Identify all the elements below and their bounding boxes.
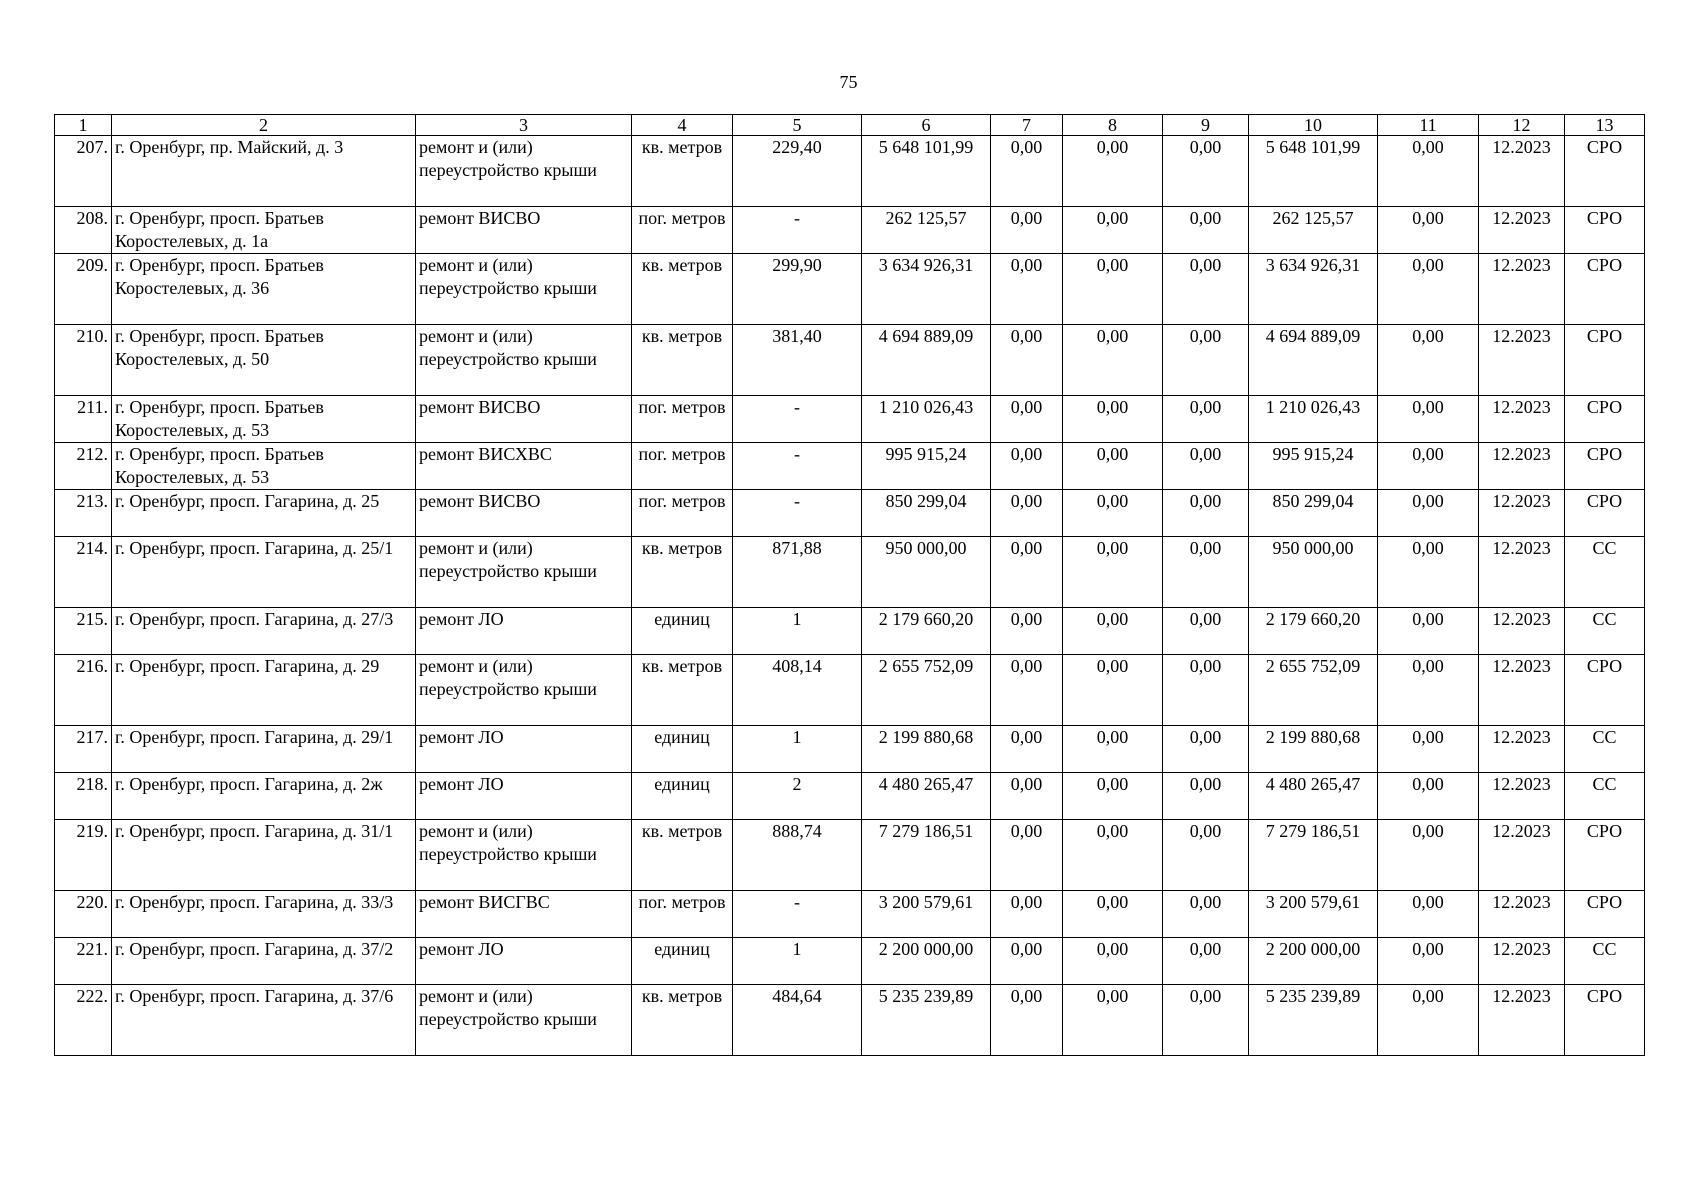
funding-source-cell: СС [1565,938,1645,985]
quantity-cell: 871,88 [733,537,862,608]
total-cost-cell: 850 299,04 [862,490,991,537]
column-7-cell: 0,00 [991,608,1063,655]
column-10-cell: 4 480 265,47 [1249,773,1378,820]
column-9-cell: 0,00 [1163,537,1249,608]
column-11-cell: 0,00 [1378,773,1479,820]
column-10-cell: 5 648 101,99 [1249,136,1378,207]
completion-date-cell: 12.2023 [1479,254,1565,325]
address-cell: г. Оренбург, просп. Братьев Коростелевых, д. 50 [112,325,416,396]
funding-source-cell: СС [1565,608,1645,655]
work-type-cell: ремонт и (или) переустройство крыши [416,820,632,891]
quantity-cell: 1 [733,938,862,985]
column-11-cell: 0,00 [1378,325,1479,396]
work-type-cell: ремонт ЛО [416,726,632,773]
address-cell: г. Оренбург, просп. Гагарина, д. 33/3 [112,891,416,938]
row-number-cell: 218. [55,773,112,820]
column-header: 11 [1378,115,1479,136]
column-11-cell: 0,00 [1378,396,1479,443]
table-row [55,820,1645,891]
row-number-cell: 214. [55,537,112,608]
column-11-cell: 0,00 [1378,891,1479,938]
unit-cell: кв. метров [632,254,733,325]
funding-source-cell: СРО [1565,325,1645,396]
table-row [55,325,1645,396]
work-type-cell: ремонт и (или) переустройство крыши [416,537,632,608]
work-type-cell: ремонт ВИСВО [416,396,632,443]
address-cell: г. Оренбург, просп. Братьев Коростелевых, д. 36 [112,254,416,325]
column-11-cell: 0,00 [1378,207,1479,254]
column-8-cell: 0,00 [1063,396,1163,443]
column-header: 1 [55,115,112,136]
table-row [55,537,1645,608]
column-8-cell: 0,00 [1063,608,1163,655]
address-cell: г. Оренбург, просп. Гагарина, д. 37/6 [112,985,416,1056]
unit-cell: пог. метров [632,490,733,537]
table-row [55,207,1645,254]
column-10-cell: 5 235 239,89 [1249,985,1378,1056]
unit-cell: единиц [632,938,733,985]
table-row [55,490,1645,537]
column-10-cell: 995 915,24 [1249,443,1378,490]
table-row [55,891,1645,938]
column-8-cell: 0,00 [1063,985,1163,1056]
column-8-cell: 0,00 [1063,254,1163,325]
row-number-cell: 211. [55,396,112,443]
unit-cell: единиц [632,608,733,655]
column-9-cell: 0,00 [1163,938,1249,985]
completion-date-cell: 12.2023 [1479,655,1565,726]
funding-source-cell: СРО [1565,891,1645,938]
total-cost-cell: 950 000,00 [862,537,991,608]
quantity-cell: - [733,443,862,490]
funding-source-cell: СС [1565,773,1645,820]
column-9-cell: 0,00 [1163,726,1249,773]
row-number-cell: 215. [55,608,112,655]
column-9-cell: 0,00 [1163,136,1249,207]
completion-date-cell: 12.2023 [1479,773,1565,820]
row-number-cell: 209. [55,254,112,325]
work-type-cell: ремонт ЛО [416,938,632,985]
column-header: 5 [733,115,862,136]
column-8-cell: 0,00 [1063,537,1163,608]
quantity-cell: 381,40 [733,325,862,396]
total-cost-cell: 7 279 186,51 [862,820,991,891]
table-row [55,254,1645,325]
completion-date-cell: 12.2023 [1479,985,1565,1056]
column-9-cell: 0,00 [1163,655,1249,726]
column-11-cell: 0,00 [1378,443,1479,490]
row-number-cell: 221. [55,938,112,985]
row-number-cell: 219. [55,820,112,891]
row-number-cell: 207. [55,136,112,207]
column-header: 7 [991,115,1063,136]
total-cost-cell: 2 200 000,00 [862,938,991,985]
row-number-cell: 216. [55,655,112,726]
column-8-cell: 0,00 [1063,490,1163,537]
column-11-cell: 0,00 [1378,726,1479,773]
quantity-cell: 1 [733,608,862,655]
row-number-cell: 220. [55,891,112,938]
column-11-cell: 0,00 [1378,537,1479,608]
work-type-cell: ремонт и (или) переустройство крыши [416,325,632,396]
column-7-cell: 0,00 [991,891,1063,938]
column-7-cell: 0,00 [991,490,1063,537]
quantity-cell: 888,74 [733,820,862,891]
column-9-cell: 0,00 [1163,443,1249,490]
address-cell: г. Оренбург, просп. Гагарина, д. 37/2 [112,938,416,985]
column-11-cell: 0,00 [1378,608,1479,655]
completion-date-cell: 12.2023 [1479,891,1565,938]
work-type-cell: ремонт ВИСГВС [416,891,632,938]
unit-cell: единиц [632,773,733,820]
unit-cell: кв. метров [632,820,733,891]
quantity-cell: 229,40 [733,136,862,207]
table-row [55,726,1645,773]
column-11-cell: 0,00 [1378,490,1479,537]
column-header: 9 [1163,115,1249,136]
total-cost-cell: 2 179 660,20 [862,608,991,655]
column-7-cell: 0,00 [991,325,1063,396]
table-row [55,985,1645,1056]
completion-date-cell: 12.2023 [1479,726,1565,773]
address-cell: г. Оренбург, просп. Гагарина, д. 29/1 [112,726,416,773]
completion-date-cell: 12.2023 [1479,820,1565,891]
column-header: 6 [862,115,991,136]
address-cell: г. Оренбург, пр. Майский, д. 3 [112,136,416,207]
column-8-cell: 0,00 [1063,443,1163,490]
funding-source-cell: СРО [1565,254,1645,325]
column-10-cell: 2 199 880,68 [1249,726,1378,773]
column-number-row [55,115,1645,136]
funding-source-cell: СРО [1565,820,1645,891]
column-8-cell: 0,00 [1063,207,1163,254]
column-7-cell: 0,00 [991,985,1063,1056]
column-10-cell: 7 279 186,51 [1249,820,1378,891]
column-8-cell: 0,00 [1063,325,1163,396]
column-8-cell: 0,00 [1063,136,1163,207]
column-8-cell: 0,00 [1063,726,1163,773]
row-number-cell: 212. [55,443,112,490]
row-number-cell: 210. [55,325,112,396]
column-10-cell: 2 655 752,09 [1249,655,1378,726]
repair-registry-table [54,114,1645,1056]
column-header: 12 [1479,115,1565,136]
column-7-cell: 0,00 [991,938,1063,985]
column-7-cell: 0,00 [991,773,1063,820]
column-7-cell: 0,00 [991,254,1063,325]
unit-cell: кв. метров [632,655,733,726]
column-9-cell: 0,00 [1163,325,1249,396]
funding-source-cell: СРО [1565,443,1645,490]
completion-date-cell: 12.2023 [1479,325,1565,396]
column-11-cell: 0,00 [1378,655,1479,726]
quantity-cell: 408,14 [733,655,862,726]
work-type-cell: ремонт ВИСВО [416,207,632,254]
column-7-cell: 0,00 [991,655,1063,726]
quantity-cell: 1 [733,726,862,773]
row-number-cell: 217. [55,726,112,773]
address-cell: г. Оренбург, просп. Гагарина, д. 25/1 [112,537,416,608]
address-cell: г. Оренбург, просп. Братьев Коростелевых, д. 53 [112,443,416,490]
total-cost-cell: 5 648 101,99 [862,136,991,207]
column-9-cell: 0,00 [1163,773,1249,820]
quantity-cell: - [733,490,862,537]
column-9-cell: 0,00 [1163,608,1249,655]
column-7-cell: 0,00 [991,726,1063,773]
table-row [55,136,1645,207]
column-header: 8 [1063,115,1163,136]
work-type-cell: ремонт ЛО [416,773,632,820]
total-cost-cell: 262 125,57 [862,207,991,254]
row-number-cell: 208. [55,207,112,254]
unit-cell: единиц [632,726,733,773]
column-7-cell: 0,00 [991,136,1063,207]
quantity-cell: 2 [733,773,862,820]
column-header: 4 [632,115,733,136]
quantity-cell: 484,64 [733,985,862,1056]
work-type-cell: ремонт и (или) переустройство крыши [416,136,632,207]
completion-date-cell: 12.2023 [1479,443,1565,490]
funding-source-cell: СРО [1565,985,1645,1056]
work-type-cell: ремонт и (или) переустройство крыши [416,254,632,325]
column-10-cell: 950 000,00 [1249,537,1378,608]
total-cost-cell: 3 634 926,31 [862,254,991,325]
column-9-cell: 0,00 [1163,207,1249,254]
quantity-cell: - [733,891,862,938]
work-type-cell: ремонт ЛО [416,608,632,655]
funding-source-cell: СС [1565,726,1645,773]
table-body [55,136,1645,1056]
quantity-cell: - [733,396,862,443]
address-cell: г. Оренбург, просп. Гагарина, д. 25 [112,490,416,537]
total-cost-cell: 995 915,24 [862,443,991,490]
unit-cell: кв. метров [632,325,733,396]
column-9-cell: 0,00 [1163,396,1249,443]
column-9-cell: 0,00 [1163,820,1249,891]
column-10-cell: 850 299,04 [1249,490,1378,537]
unit-cell: пог. метров [632,207,733,254]
completion-date-cell: 12.2023 [1479,207,1565,254]
total-cost-cell: 5 235 239,89 [862,985,991,1056]
completion-date-cell: 12.2023 [1479,396,1565,443]
table-row [55,938,1645,985]
work-type-cell: ремонт ВИСВО [416,490,632,537]
quantity-cell: - [733,207,862,254]
page-number: 75 [839,72,858,92]
address-cell: г. Оренбург, просп. Гагарина, д. 29 [112,655,416,726]
column-11-cell: 0,00 [1378,938,1479,985]
work-type-cell: ремонт и (или) переустройство крыши [416,655,632,726]
unit-cell: пог. метров [632,396,733,443]
column-7-cell: 0,00 [991,207,1063,254]
column-header: 3 [416,115,632,136]
column-11-cell: 0,00 [1378,985,1479,1056]
column-7-cell: 0,00 [991,537,1063,608]
column-8-cell: 0,00 [1063,938,1163,985]
column-9-cell: 0,00 [1163,891,1249,938]
unit-cell: пог. метров [632,891,733,938]
completion-date-cell: 12.2023 [1479,490,1565,537]
column-11-cell: 0,00 [1378,136,1479,207]
funding-source-cell: СС [1565,537,1645,608]
table-row [55,773,1645,820]
address-cell: г. Оренбург, просп. Братьев Коростелевых, д. 53 [112,396,416,443]
column-8-cell: 0,00 [1063,655,1163,726]
completion-date-cell: 12.2023 [1479,608,1565,655]
quantity-cell: 299,90 [733,254,862,325]
column-9-cell: 0,00 [1163,254,1249,325]
table-row [55,443,1645,490]
total-cost-cell: 2 655 752,09 [862,655,991,726]
column-7-cell: 0,00 [991,820,1063,891]
address-cell: г. Оренбург, просп. Гагарина, д. 2ж [112,773,416,820]
column-9-cell: 0,00 [1163,490,1249,537]
column-10-cell: 1 210 026,43 [1249,396,1378,443]
address-cell: г. Оренбург, просп. Гагарина, д. 31/1 [112,820,416,891]
column-header: 2 [112,115,416,136]
total-cost-cell: 3 200 579,61 [862,891,991,938]
column-10-cell: 3 200 579,61 [1249,891,1378,938]
total-cost-cell: 4 480 265,47 [862,773,991,820]
column-8-cell: 0,00 [1063,820,1163,891]
unit-cell: пог. метров [632,443,733,490]
column-10-cell: 2 200 000,00 [1249,938,1378,985]
work-type-cell: ремонт и (или) переустройство крыши [416,985,632,1056]
column-10-cell: 262 125,57 [1249,207,1378,254]
column-8-cell: 0,00 [1063,891,1163,938]
column-header: 10 [1249,115,1378,136]
work-type-cell: ремонт ВИСХВС [416,443,632,490]
total-cost-cell: 4 694 889,09 [862,325,991,396]
funding-source-cell: СРО [1565,136,1645,207]
unit-cell: кв. метров [632,537,733,608]
column-11-cell: 0,00 [1378,254,1479,325]
table-row [55,608,1645,655]
row-number-cell: 213. [55,490,112,537]
total-cost-cell: 1 210 026,43 [862,396,991,443]
table-row [55,655,1645,726]
table-row [55,396,1645,443]
column-8-cell: 0,00 [1063,773,1163,820]
column-10-cell: 3 634 926,31 [1249,254,1378,325]
column-11-cell: 0,00 [1378,820,1479,891]
funding-source-cell: СРО [1565,207,1645,254]
row-number-cell: 222. [55,985,112,1056]
total-cost-cell: 2 199 880,68 [862,726,991,773]
column-10-cell: 4 694 889,09 [1249,325,1378,396]
column-header: 13 [1565,115,1645,136]
address-cell: г. Оренбург, просп. Гагарина, д. 27/3 [112,608,416,655]
address-cell: г. Оренбург, просп. Братьев Коростелевых, д. 1а [112,207,416,254]
completion-date-cell: 12.2023 [1479,537,1565,608]
unit-cell: кв. метров [632,985,733,1056]
funding-source-cell: СРО [1565,490,1645,537]
column-7-cell: 0,00 [991,443,1063,490]
funding-source-cell: СРО [1565,655,1645,726]
completion-date-cell: 12.2023 [1479,938,1565,985]
column-10-cell: 2 179 660,20 [1249,608,1378,655]
unit-cell: кв. метров [632,136,733,207]
funding-source-cell: СРО [1565,396,1645,443]
column-9-cell: 0,00 [1163,985,1249,1056]
column-7-cell: 0,00 [991,396,1063,443]
completion-date-cell: 12.2023 [1479,136,1565,207]
